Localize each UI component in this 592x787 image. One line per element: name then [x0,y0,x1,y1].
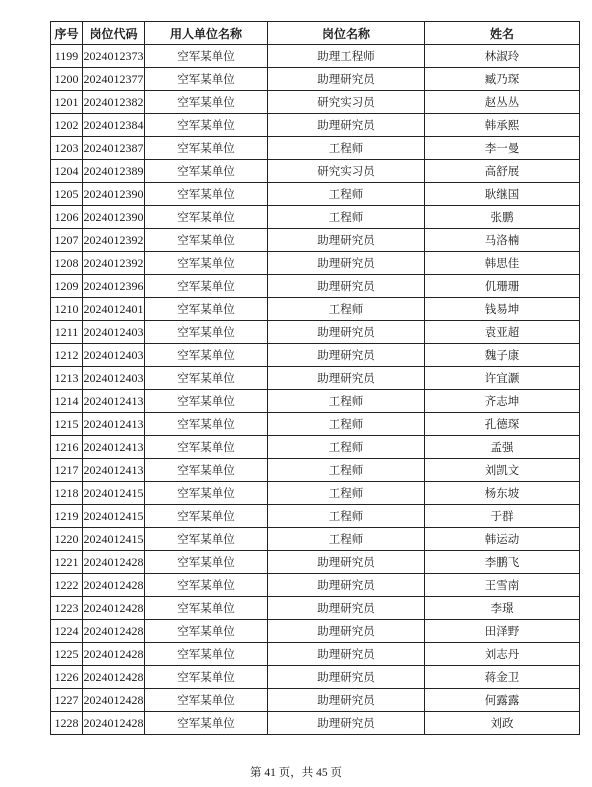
person-name-cell: 李鹏飞 [425,551,580,574]
employer-name-cell: 空军某单位 [145,620,268,643]
position-code-cell: 2024012387 [83,137,145,160]
table-row [51,275,580,298]
table-row [51,160,580,183]
person-name-cell: 韩思佳 [425,252,580,275]
table-row [51,666,580,689]
employer-name-cell: 空军某单位 [145,68,268,91]
person-name-cell: 韩承熙 [425,114,580,137]
person-name-cell: 韩运动 [425,528,580,551]
position-code-cell: 2024012428 [83,597,145,620]
employer-name-cell: 空军某单位 [145,91,268,114]
table-row [51,643,580,666]
position-code-cell: 2024012413 [83,436,145,459]
table-row [51,597,580,620]
personnel-table [50,21,580,735]
serial-number-cell: 1209 [51,275,83,298]
employer-name-cell: 空军某单位 [145,643,268,666]
person-name-cell: 齐志坤 [425,390,580,413]
position-name-cell: 工程师 [268,436,425,459]
person-name-cell: 仉珊珊 [425,275,580,298]
position-code-cell: 2024012413 [83,390,145,413]
table-row [51,321,580,344]
table-row [51,68,580,91]
table-row [51,252,580,275]
position-code-cell: 2024012403 [83,367,145,390]
serial-number-cell: 1201 [51,91,83,114]
position-name-cell: 助理研究员 [268,367,425,390]
serial-number-cell: 1217 [51,459,83,482]
person-name-cell: 魏子康 [425,344,580,367]
position-name-cell: 工程师 [268,183,425,206]
position-code-cell: 2024012428 [83,551,145,574]
table-body [51,45,580,735]
table-row [51,183,580,206]
serial-number-cell: 1203 [51,137,83,160]
employer-name-cell: 空军某单位 [145,229,268,252]
employer-name-cell: 空军某单位 [145,367,268,390]
serial-number-cell: 1210 [51,298,83,321]
employer-name-cell: 空军某单位 [145,482,268,505]
table-row [51,390,580,413]
position-code-cell: 2024012401 [83,298,145,321]
serial-number-cell: 1218 [51,482,83,505]
person-name-cell: 杨东坡 [425,482,580,505]
page-footer: 第 41 页，共 45 页 [250,767,342,779]
position-code-cell: 2024012390 [83,206,145,229]
serial-number-cell: 1200 [51,68,83,91]
position-code-cell: 2024012377 [83,68,145,91]
position-code-cell: 2024012392 [83,229,145,252]
header-employer-name: 用人单位名称 [145,22,268,45]
position-code-cell: 2024012403 [83,321,145,344]
serial-number-cell: 1225 [51,643,83,666]
employer-name-cell: 空军某单位 [145,160,268,183]
position-name-cell: 助理研究员 [268,229,425,252]
position-code-cell: 2024012403 [83,344,145,367]
employer-name-cell: 空军某单位 [145,344,268,367]
employer-name-cell: 空军某单位 [145,666,268,689]
position-code-cell: 2024012428 [83,666,145,689]
table-row [51,712,580,735]
serial-number-cell: 1211 [51,321,83,344]
position-code-cell: 2024012415 [83,505,145,528]
employer-name-cell: 空军某单位 [145,528,268,551]
position-name-cell: 助理研究员 [268,597,425,620]
position-code-cell: 2024012390 [83,183,145,206]
table-row [51,482,580,505]
employer-name-cell: 空军某单位 [145,505,268,528]
serial-number-cell: 1214 [51,390,83,413]
person-name-cell: 于群 [425,505,580,528]
table-row [51,459,580,482]
position-code-cell: 2024012373 [83,45,145,68]
table-row [51,413,580,436]
person-name-cell: 高舒展 [425,160,580,183]
position-name-cell: 助理研究员 [268,68,425,91]
table-row [51,574,580,597]
table-row [51,137,580,160]
person-name-cell: 林淑玲 [425,45,580,68]
table-row [51,436,580,459]
position-code-cell: 2024012413 [83,459,145,482]
serial-number-cell: 1224 [51,620,83,643]
serial-number-cell: 1219 [51,505,83,528]
position-code-cell: 2024012392 [83,252,145,275]
serial-number-cell: 1202 [51,114,83,137]
header-position-code: 岗位代码 [83,22,145,45]
employer-name-cell: 空军某单位 [145,275,268,298]
position-code-cell: 2024012389 [83,160,145,183]
person-name-cell: 蒋金卫 [425,666,580,689]
position-name-cell: 工程师 [268,390,425,413]
table-row [51,620,580,643]
position-code-cell: 2024012382 [83,91,145,114]
position-name-cell: 研究实习员 [268,91,425,114]
person-name-cell: 耿继国 [425,183,580,206]
header-serial-number: 序号 [51,22,83,45]
employer-name-cell: 空军某单位 [145,114,268,137]
serial-number-cell: 1215 [51,413,83,436]
serial-number-cell: 1199 [51,45,83,68]
employer-name-cell: 空军某单位 [145,45,268,68]
position-name-cell: 助理研究员 [268,252,425,275]
person-name-cell: 李璟 [425,597,580,620]
serial-number-cell: 1207 [51,229,83,252]
position-name-cell: 工程师 [268,459,425,482]
serial-number-cell: 1216 [51,436,83,459]
serial-number-cell: 1222 [51,574,83,597]
position-code-cell: 2024012415 [83,482,145,505]
position-name-cell: 助理研究员 [268,551,425,574]
employer-name-cell: 空军某单位 [145,436,268,459]
employer-name-cell: 空军某单位 [145,574,268,597]
employer-name-cell: 空军某单位 [145,390,268,413]
person-name-cell: 刘志丹 [425,643,580,666]
position-code-cell: 2024012415 [83,528,145,551]
employer-name-cell: 空军某单位 [145,137,268,160]
position-name-cell: 助理研究员 [268,275,425,298]
employer-name-cell: 空军某单位 [145,712,268,735]
position-name-cell: 工程师 [268,413,425,436]
employer-name-cell: 空军某单位 [145,459,268,482]
employer-name-cell: 空军某单位 [145,183,268,206]
serial-number-cell: 1213 [51,367,83,390]
table-row [51,229,580,252]
table-row [51,206,580,229]
employer-name-cell: 空军某单位 [145,413,268,436]
position-name-cell: 助理研究员 [268,620,425,643]
position-code-cell: 2024012428 [83,620,145,643]
person-name-cell: 臧乃琛 [425,68,580,91]
person-name-cell: 刘凯文 [425,459,580,482]
table-row [51,528,580,551]
employer-name-cell: 空军某单位 [145,298,268,321]
employer-name-cell: 空军某单位 [145,689,268,712]
employer-name-cell: 空军某单位 [145,252,268,275]
person-name-cell: 钱易坤 [425,298,580,321]
table-row [51,298,580,321]
position-name-cell: 工程师 [268,206,425,229]
table-header-row [51,22,580,45]
serial-number-cell: 1221 [51,551,83,574]
employer-name-cell: 空军某单位 [145,206,268,229]
position-name-cell: 助理工程师 [268,45,425,68]
table-row [51,551,580,574]
serial-number-cell: 1227 [51,689,83,712]
person-name-cell: 马洛楠 [425,229,580,252]
position-name-cell: 助理研究员 [268,689,425,712]
position-name-cell: 助理研究员 [268,574,425,597]
position-name-cell: 助理研究员 [268,643,425,666]
person-name-cell: 刘政 [425,712,580,735]
position-name-cell: 助理研究员 [268,321,425,344]
position-name-cell: 助理研究员 [268,114,425,137]
position-code-cell: 2024012413 [83,413,145,436]
table-row [51,114,580,137]
position-name-cell: 工程师 [268,137,425,160]
person-name-cell: 李一曼 [425,137,580,160]
position-code-cell: 2024012428 [83,712,145,735]
employer-name-cell: 空军某单位 [145,321,268,344]
person-name-cell: 何露露 [425,689,580,712]
person-name-cell: 赵丛丛 [425,91,580,114]
position-name-cell: 助理研究员 [268,344,425,367]
position-name-cell: 工程师 [268,482,425,505]
position-name-cell: 研究实习员 [268,160,425,183]
header-person-name: 姓名 [425,22,580,45]
position-code-cell: 2024012428 [83,643,145,666]
serial-number-cell: 1220 [51,528,83,551]
serial-number-cell: 1226 [51,666,83,689]
table-row [51,505,580,528]
position-code-cell: 2024012396 [83,275,145,298]
table-row [51,689,580,712]
serial-number-cell: 1228 [51,712,83,735]
position-code-cell: 2024012428 [83,689,145,712]
serial-number-cell: 1206 [51,206,83,229]
employer-name-cell: 空军某单位 [145,597,268,620]
serial-number-cell: 1204 [51,160,83,183]
position-name-cell: 助理研究员 [268,666,425,689]
person-name-cell: 王雪南 [425,574,580,597]
position-name-cell: 助理研究员 [268,712,425,735]
person-name-cell: 孟强 [425,436,580,459]
person-name-cell: 田泽野 [425,620,580,643]
table-row [51,45,580,68]
position-name-cell: 工程师 [268,528,425,551]
table-row [51,367,580,390]
table-row [51,344,580,367]
position-name-cell: 工程师 [268,505,425,528]
position-code-cell: 2024012428 [83,574,145,597]
serial-number-cell: 1223 [51,597,83,620]
header-position-name: 岗位名称 [268,22,425,45]
serial-number-cell: 1208 [51,252,83,275]
table-row [51,91,580,114]
person-name-cell: 许宜灏 [425,367,580,390]
serial-number-cell: 1212 [51,344,83,367]
person-name-cell: 张鹏 [425,206,580,229]
person-name-cell: 袁亚超 [425,321,580,344]
person-name-cell: 孔德琛 [425,413,580,436]
employer-name-cell: 空军某单位 [145,551,268,574]
position-code-cell: 2024012384 [83,114,145,137]
serial-number-cell: 1205 [51,183,83,206]
position-name-cell: 工程师 [268,298,425,321]
